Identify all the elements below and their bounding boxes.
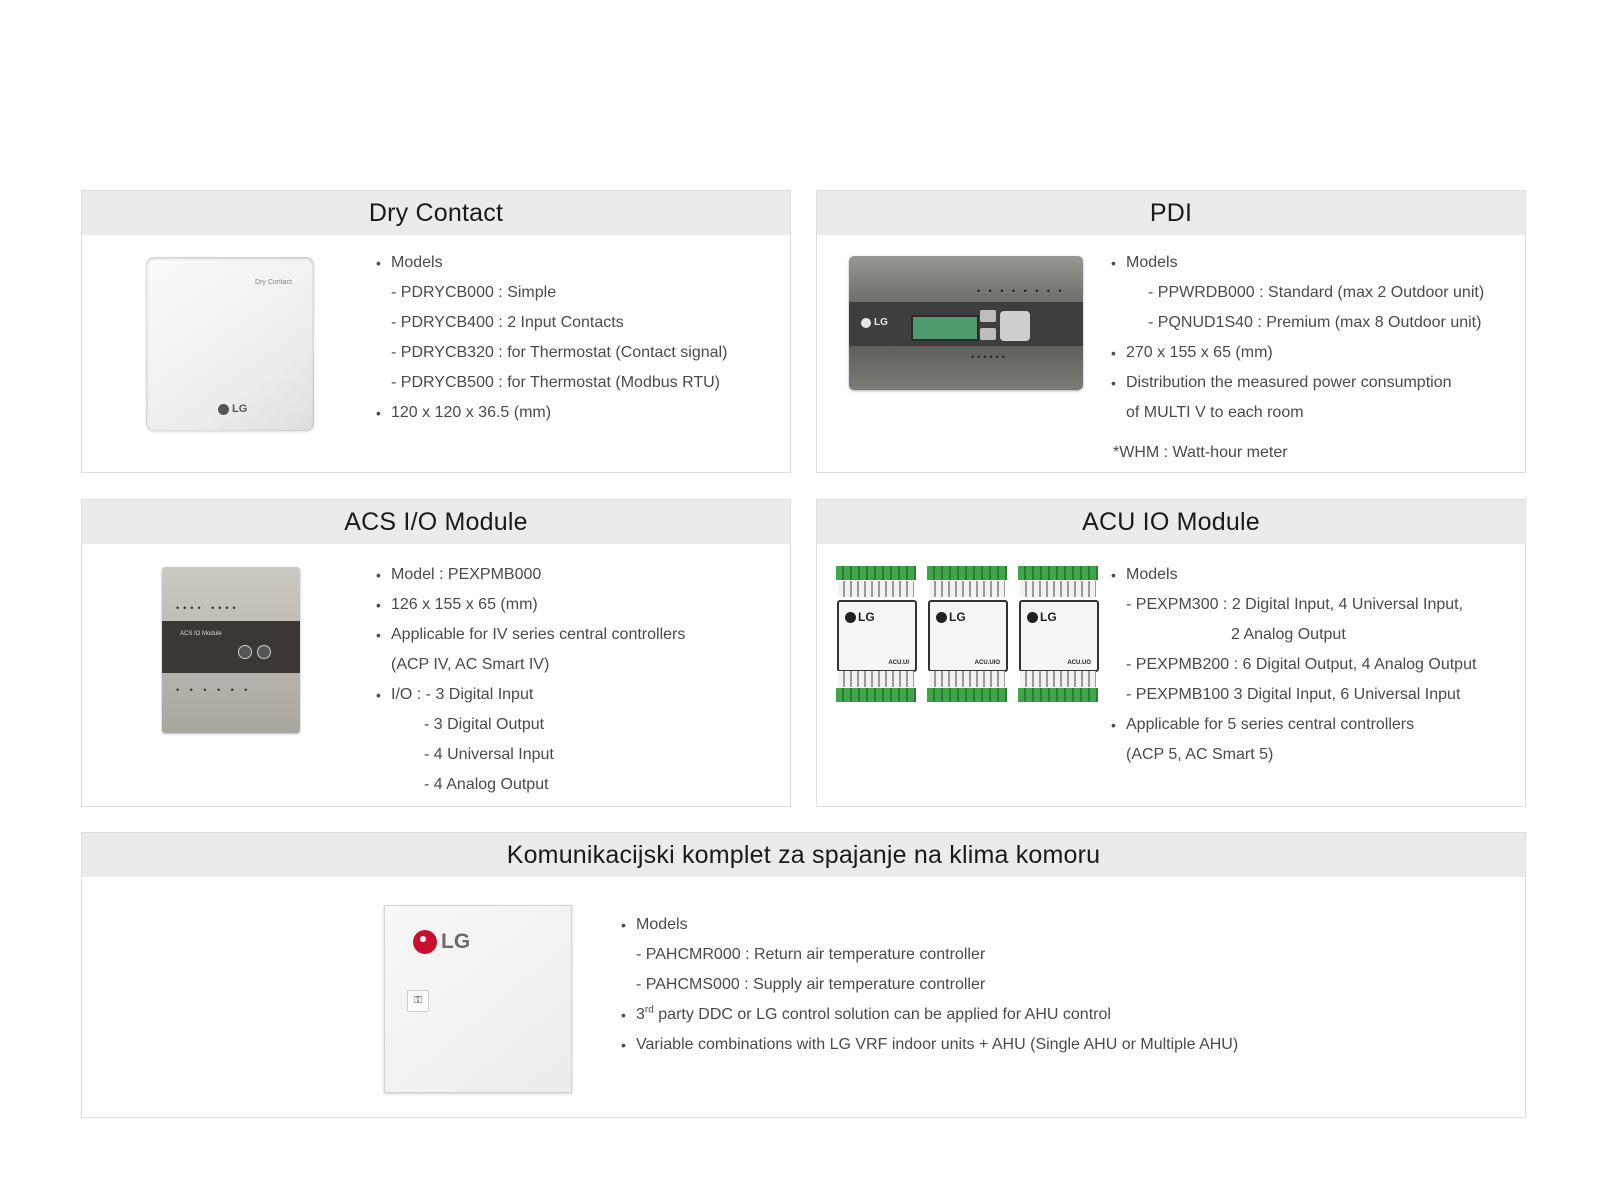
rotary-switch-icon <box>238 645 252 659</box>
spec-line: - 4 Analog Output <box>424 776 549 793</box>
spec-line: • Applicable for 5 series central controllers <box>1111 716 1415 733</box>
spec-line: • 120 x 120 x 36.5 (mm) <box>376 404 552 421</box>
spec-line: of MULTI V to each room <box>1126 404 1304 421</box>
spec-line: • Models <box>1111 254 1178 271</box>
spec-line: (ACP IV, AC Smart IV) <box>391 656 550 673</box>
spec-line: • 3rd party DDC or LG control solution can be applied for AHU control <box>621 1004 1111 1023</box>
acs-io-title: ACS I/O Module <box>82 500 790 544</box>
spec-line: - PEXPMB100 3 Digital Input, 6 Universal Input <box>1126 686 1461 703</box>
spec-line: • Applicable for IV series central controllers <box>376 626 686 643</box>
pdi-title: PDI <box>817 191 1525 235</box>
acs-io-device-image: •••• •••• ACS IO Module • • • • • • <box>162 567 300 733</box>
spec-line: - 3 Digital Output <box>424 716 545 733</box>
pdi-card <box>816 190 1526 473</box>
spec-line: - PEXPMB200 : 6 Digital Output, 4 Analog Output <box>1126 656 1477 673</box>
spec-line: • Distribution the measured power consumption <box>1111 374 1452 391</box>
acu-io-card <box>816 499 1526 807</box>
spec-line: - PDRYCB320 : for Thermostat (Contact signal) <box>391 344 728 361</box>
spec-line: - PQNUD1S40 : Premium (max 8 Outdoor unit) <box>1148 314 1482 331</box>
spec-line: • Models <box>376 254 443 271</box>
spec-line: • Models <box>621 916 688 933</box>
spec-line: (ACP 5, AC Smart 5) <box>1126 746 1274 763</box>
acu-io-title: ACU IO Module <box>817 500 1525 544</box>
ahu-kit-card <box>81 832 1526 1118</box>
spec-line: 2 Analog Output <box>1231 626 1346 643</box>
spec-line: • 126 x 155 x 65 (mm) <box>376 596 538 613</box>
footnote: *WHM : Watt-hour meter <box>1113 444 1288 461</box>
dpad-icon <box>1000 311 1030 341</box>
dry-contact-title: Dry Contact <box>82 191 790 235</box>
lg-logo-icon: LG <box>218 403 247 415</box>
dry-contact-device-label: Dry Contact <box>255 279 292 286</box>
acu-module: LG ACU.UI <box>836 566 916 704</box>
spec-line: - 4 Universal Input <box>424 746 554 763</box>
ahu-kit-device-image <box>384 905 572 1093</box>
dry-contact-device-image <box>146 257 314 431</box>
spec-line: - PDRYCB400 : 2 Input Contacts <box>391 314 624 331</box>
spec-line: - PDRYCB000 : Simple <box>391 284 557 301</box>
spec-line: - PAHCMR000 : Return air temperature controller <box>636 946 986 963</box>
spec-line: - PDRYCB500 : for Thermostat (Modbus RTU) <box>391 374 720 391</box>
spec-line: - PPWRDB000 : Standard (max 2 Outdoor unit) <box>1148 284 1485 301</box>
acu-module: LG ACU.UIO <box>927 566 1007 704</box>
display-screen-icon <box>911 315 979 341</box>
rotary-switch-icon <box>257 645 271 659</box>
spec-line: • 270 x 155 x 65 (mm) <box>1111 344 1273 361</box>
spec-line: - PEXPM300 : 2 Digital Input, 4 Universal Input, <box>1126 596 1464 613</box>
key-lock-icon: ⚿ <box>407 990 429 1012</box>
spec-line: - PAHCMS000 : Supply air temperature controller <box>636 976 986 993</box>
acu-io-device-image <box>836 566 1098 704</box>
spec-line: • Model : PEXPMB000 <box>376 566 542 583</box>
spec-line: • I/O : - 3 Digital Input <box>376 686 534 703</box>
lg-logo-icon: LG <box>861 317 888 328</box>
acu-module: LG ACU.UO <box>1018 566 1098 704</box>
acs-io-card <box>81 499 791 807</box>
acs-io-device-label: ACS IO Module <box>180 631 222 637</box>
dry-contact-card <box>81 190 791 473</box>
ahu-kit-title: Komunikacijski komplet za spajanje na klima komoru <box>82 833 1525 877</box>
lg-logo-icon: LG <box>413 930 470 954</box>
spec-line: • Models <box>1111 566 1178 583</box>
pdi-device-image: • • • • • • • • •••••• LG <box>849 256 1083 390</box>
spec-line: • Variable combinations with LG VRF indoor units + AHU (Single AHU or Multiple AHU) <box>621 1036 1239 1053</box>
